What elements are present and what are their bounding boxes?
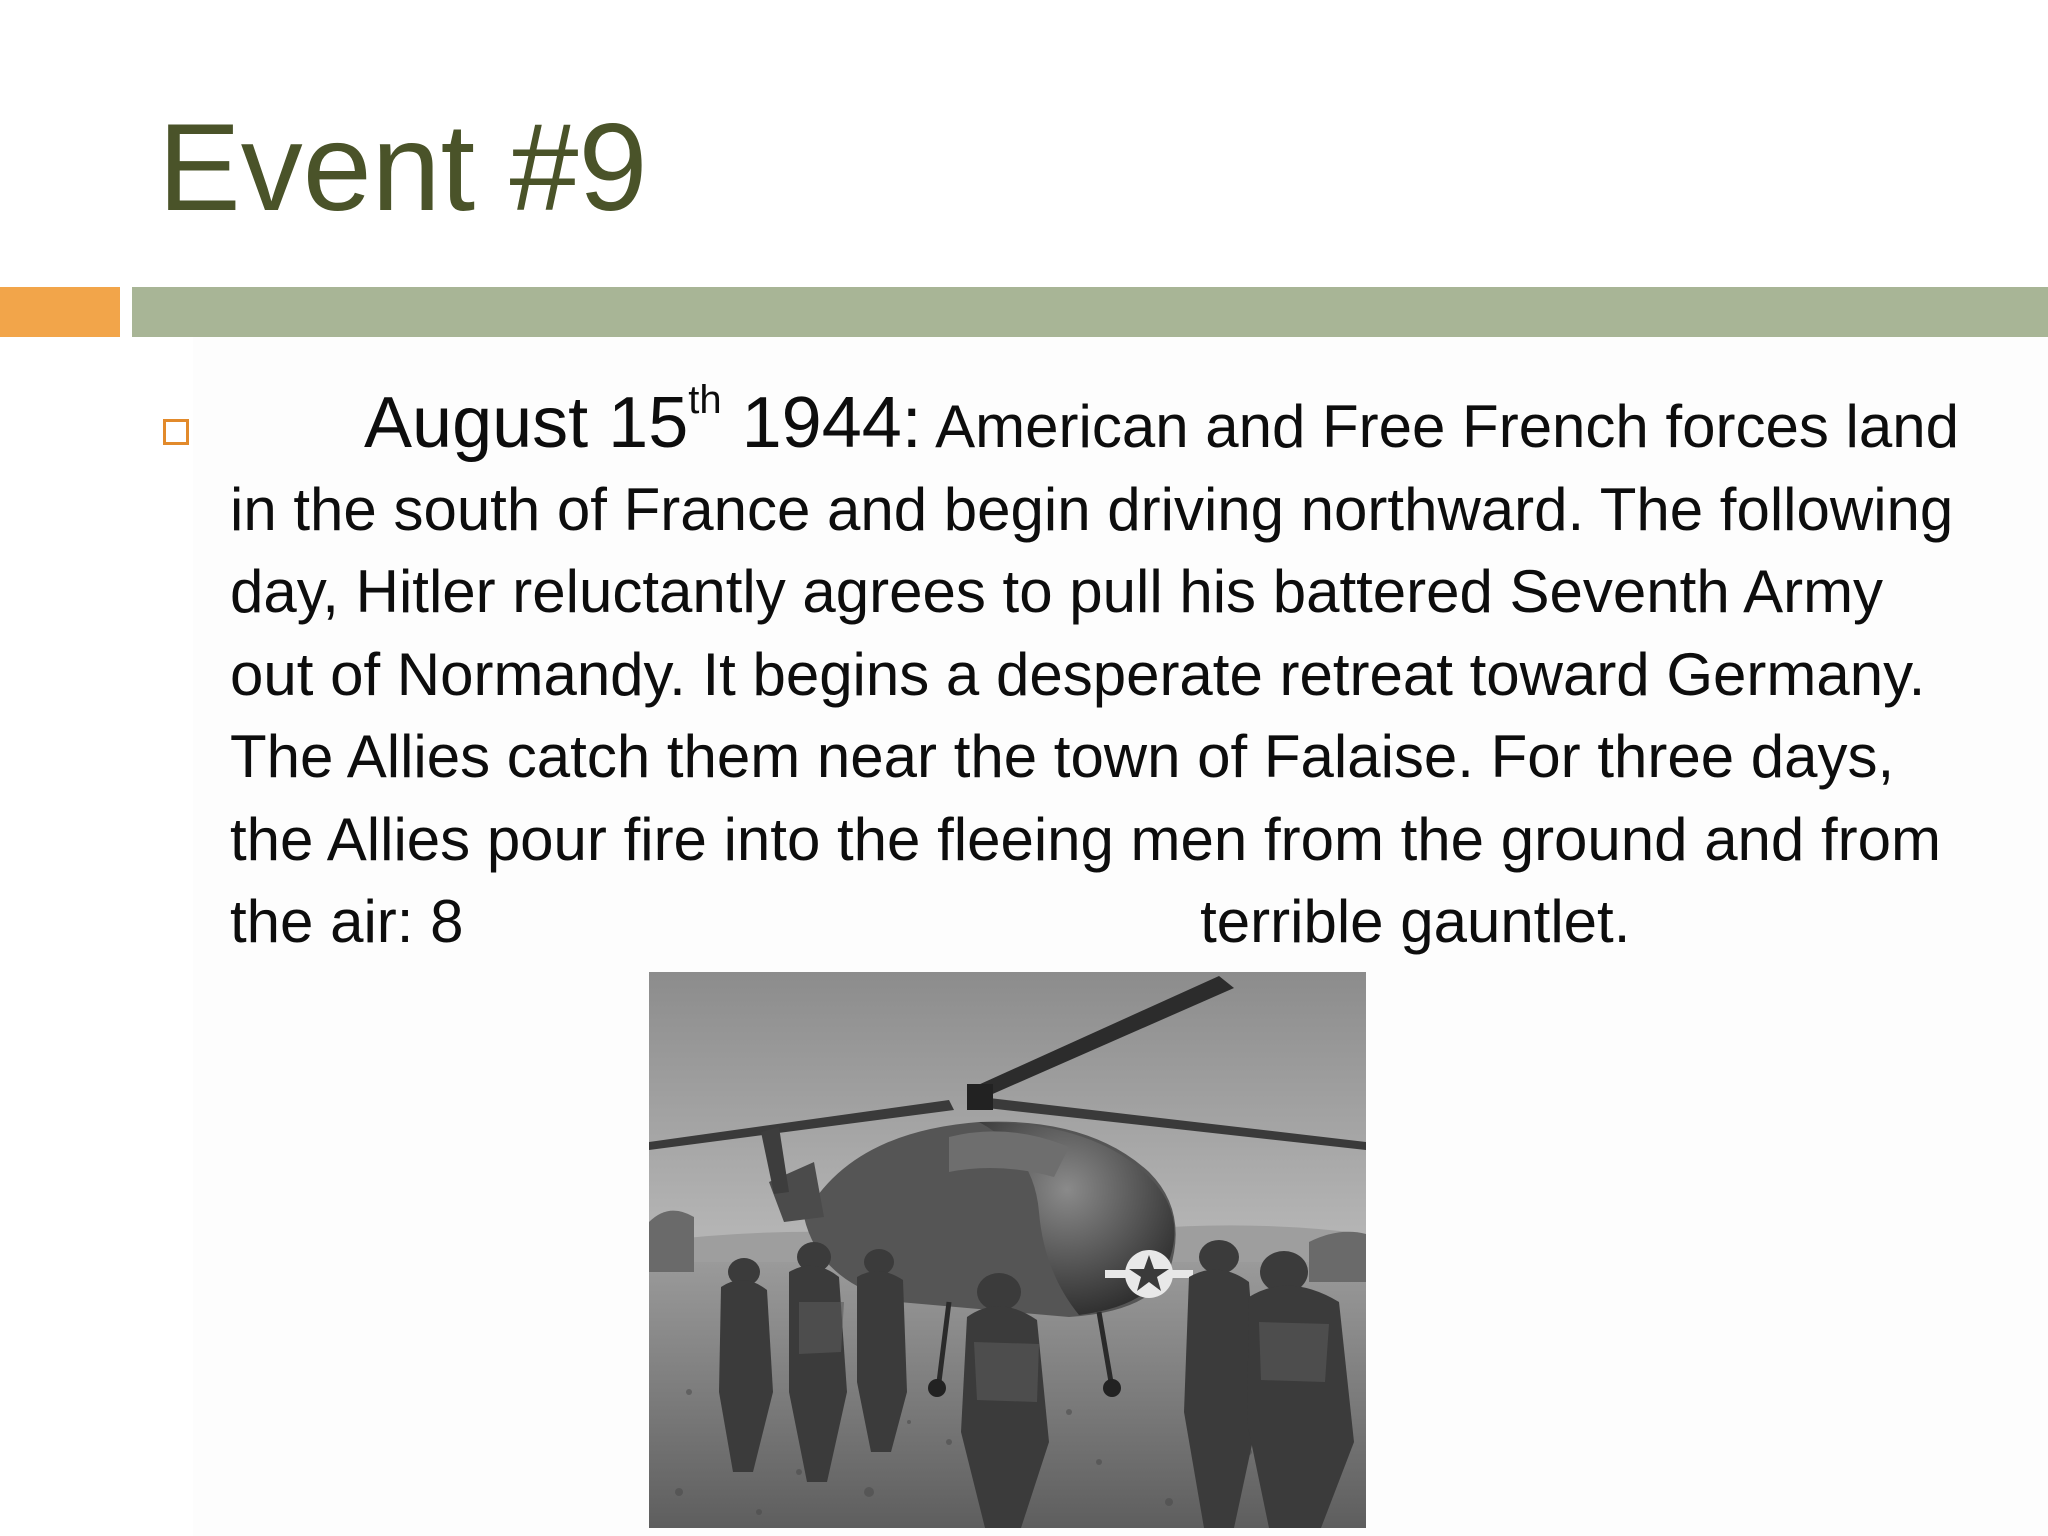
title-rule-bar	[132, 287, 2048, 337]
date-main: August 15	[364, 383, 689, 463]
date-year: 1944:	[721, 383, 922, 463]
bullet-date	[230, 378, 922, 465]
square-bullet-icon	[163, 419, 189, 445]
bullet-text	[230, 378, 1970, 964]
helicopter-soldiers-photo	[649, 972, 1366, 1528]
accent-bar	[0, 287, 120, 337]
bullet-text-rest: forces land in the south of France and begin driving northward. The following day, Hitler reluctantly agrees to pull his battered Seventh Army out of Normandy. It begins a desperate retreat toward Germany. The Allies catch them near the town of Falaise. For three days, the Allies pour fire into the fleeing men from the ground and from the air: 8	[230, 393, 1959, 955]
bullet-text-tail: terrible gauntlet.	[1200, 888, 1631, 955]
slide-title: Event #9	[158, 99, 648, 237]
date-suffix: th	[688, 378, 722, 422]
bullet-text-first: American and Free French	[921, 393, 1649, 460]
